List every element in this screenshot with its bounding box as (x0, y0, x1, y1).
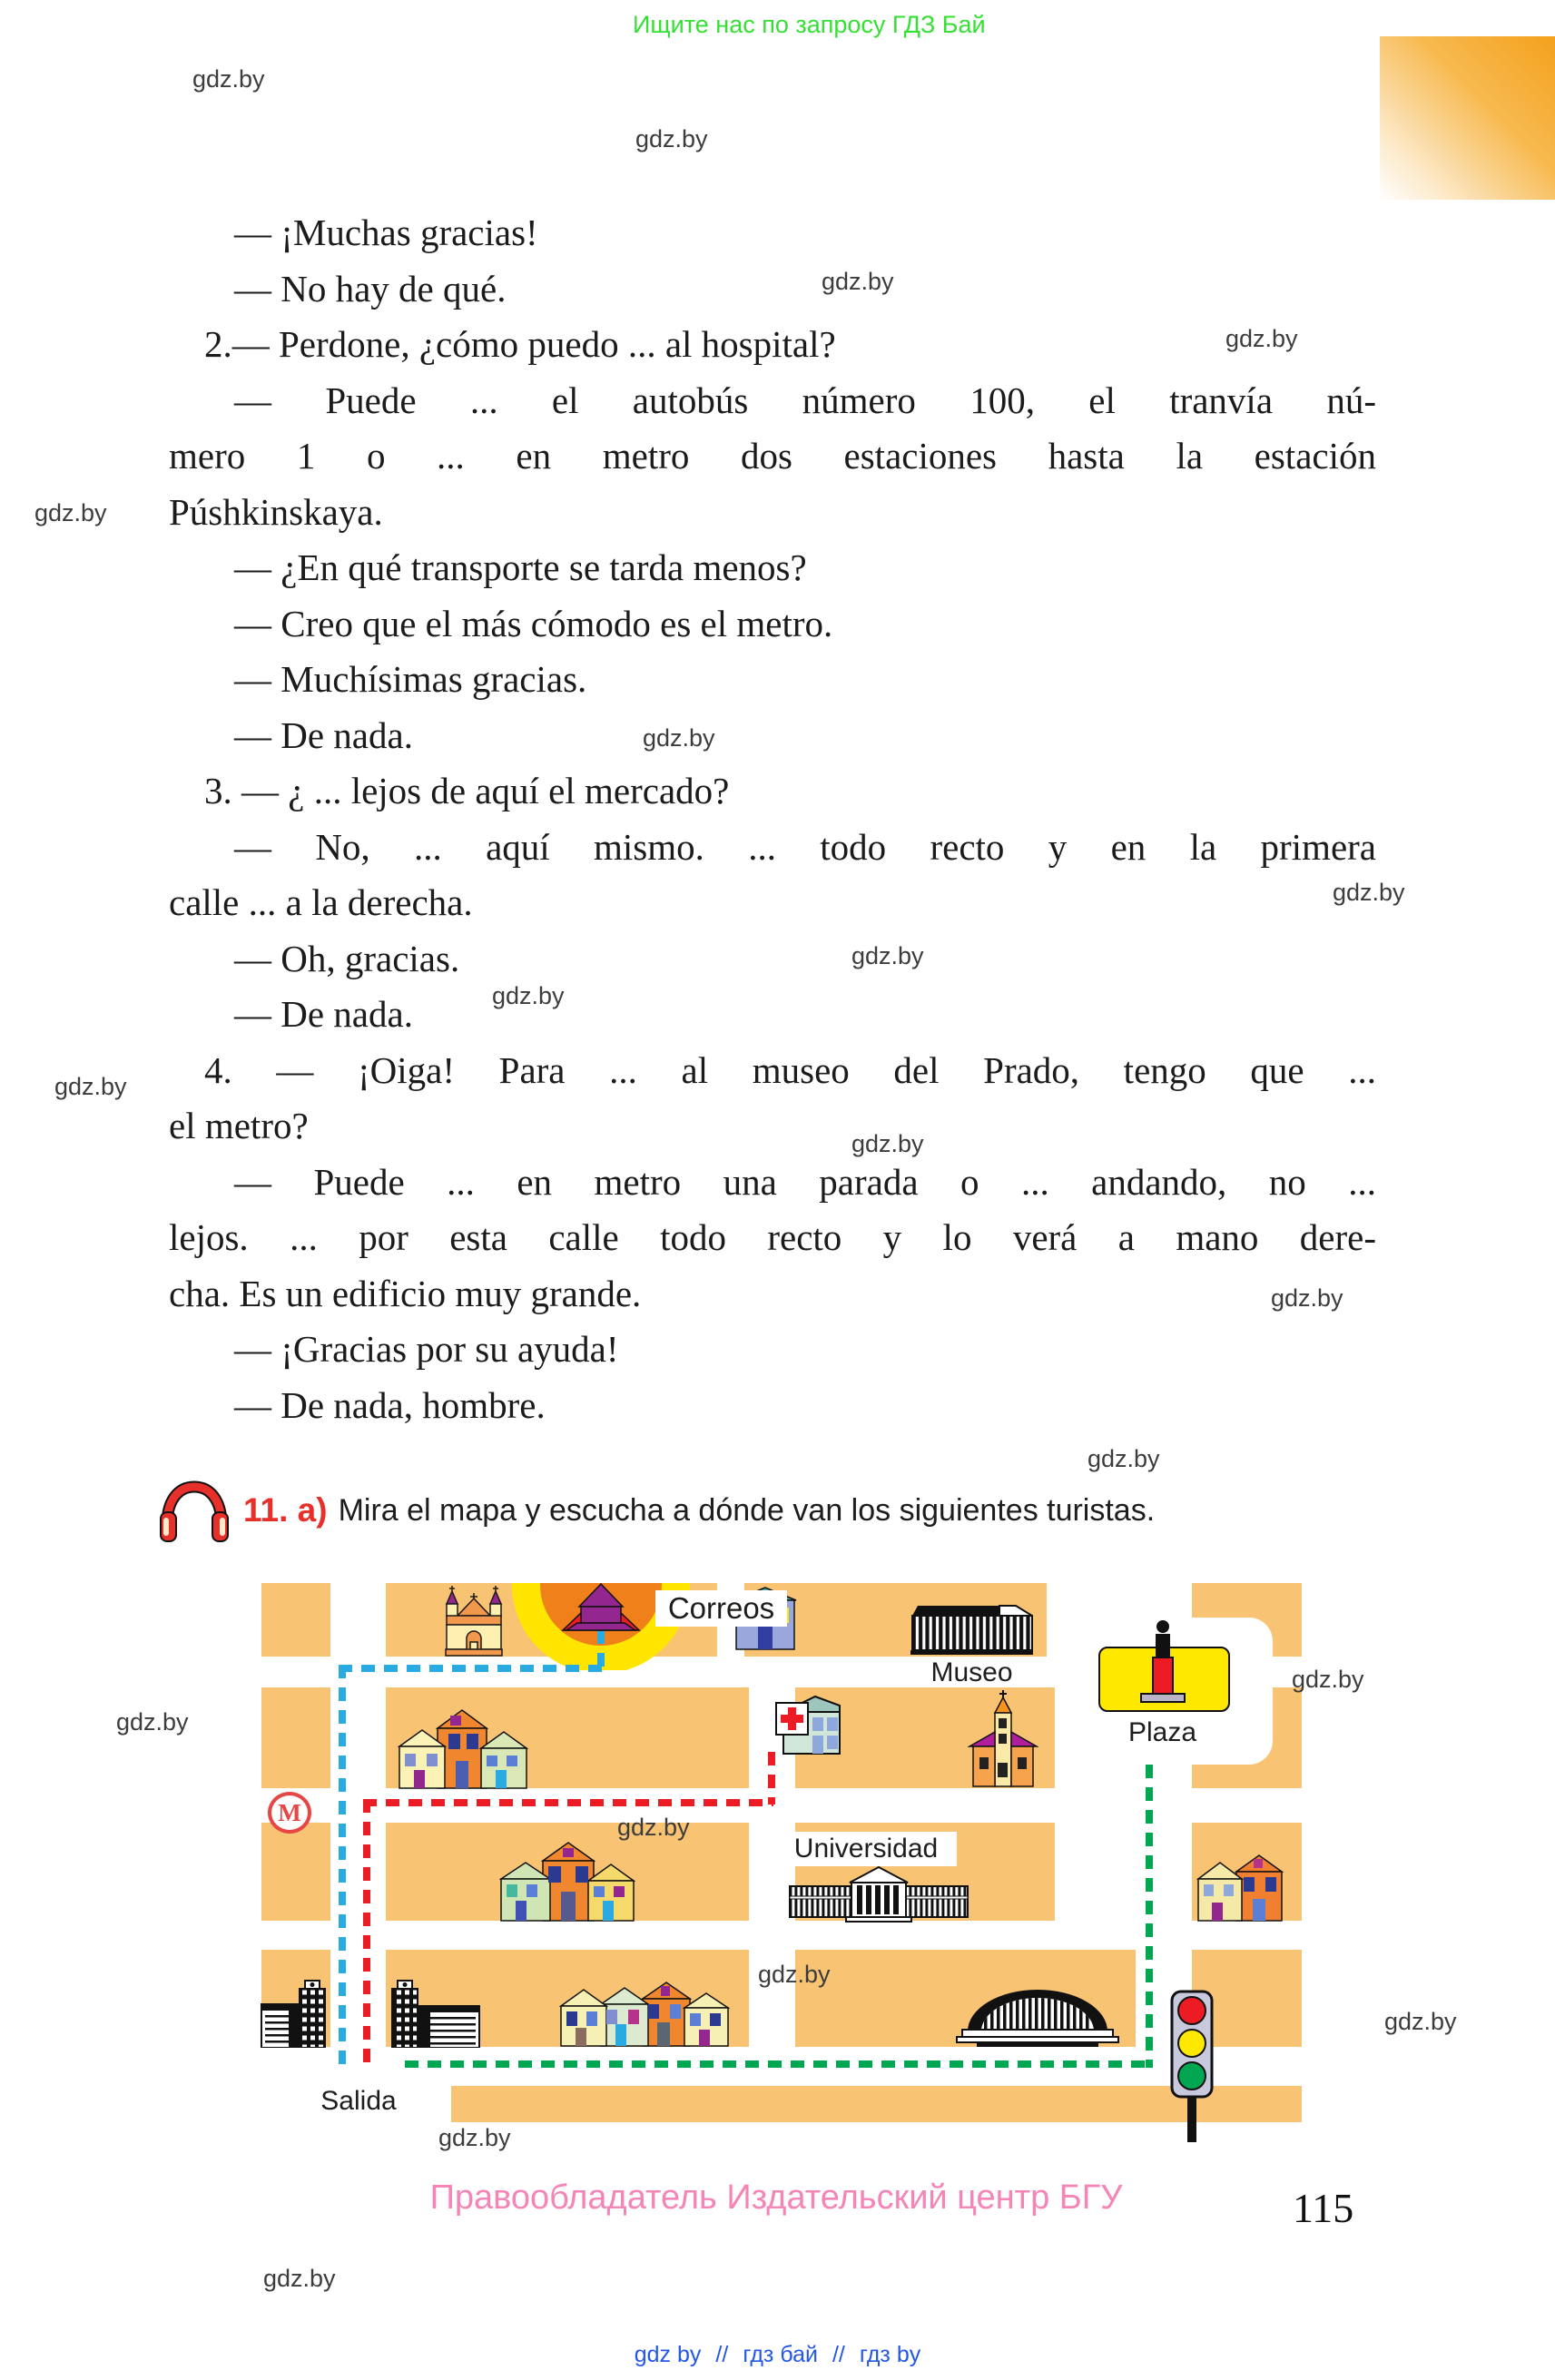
metro-icon: M (268, 1792, 311, 1834)
watermark: gdz.by (851, 1130, 924, 1157)
dialogue-line: Púshkinskaya. (169, 490, 383, 533)
footer-link-separator: // (832, 2342, 845, 2367)
watermark: gdz.by (1088, 1445, 1160, 1472)
dialogue-line: — ¡Muchas gracias! (234, 211, 538, 253)
route-green (405, 2060, 1151, 2068)
dialogue-line: — ¡Gracias por su ayuda! (234, 1328, 619, 1370)
route-blue (339, 1665, 346, 2071)
watermark: gdz.by (116, 1708, 189, 1736)
dialogue-text (169, 205, 1376, 1433)
dialogue-line: 4. — ¡Oiga! Para ... al museo del Prado, tengo que ... (204, 1048, 1376, 1091)
watermark: gdz.by (492, 982, 565, 1009)
dialogue-line: — De nada. (234, 993, 413, 1035)
watermark: gdz.by (617, 1814, 690, 1841)
university-icon (788, 1866, 969, 1923)
exercise-number: 11. a) (243, 1491, 328, 1529)
watermark: gdz.by (758, 1961, 831, 1988)
dialogue-line: — No hay de qué. (234, 267, 507, 310)
dialogue-line: — Puede ... el autobús número 100, el tranvía nú- (234, 379, 1376, 421)
watermark: gdz.by (1271, 1284, 1343, 1312)
church-icon (445, 1585, 503, 1657)
office-building-icon (387, 1979, 481, 2048)
watermark: gdz.by (1333, 879, 1405, 906)
footer-link[interactable]: гдз бай (743, 2342, 818, 2367)
stadium-icon (951, 1984, 1126, 2048)
dialogue-line: — De nada. (234, 713, 413, 756)
houses-icon (1196, 1852, 1287, 1923)
statue-icon (1134, 1618, 1192, 1710)
watermark: gdz.by (1225, 325, 1298, 352)
route-red (768, 1752, 775, 1805)
dialogue-line: — Oh, gracias. (234, 937, 460, 979)
watermark: gdz.by (192, 65, 265, 93)
museum-icon (910, 1603, 1033, 1656)
houses-icon (559, 1981, 741, 2048)
dialogue-line: 3. — ¿ ... lejos de aquí el mercado? (204, 770, 730, 811)
footer-links (0, 2342, 1555, 2368)
route-red (363, 1799, 370, 2071)
watermark: gdz.by (438, 2124, 511, 2151)
plaza-area (1056, 1618, 1273, 1765)
dialogue-line: calle ... a la derecha. (169, 881, 473, 923)
route-green (1146, 1765, 1153, 2068)
dialogue-line: 2.— Perdone, ¿cómo puedo ... al hospital? (204, 323, 836, 365)
map-label-universidad: Universidad (775, 1832, 957, 1866)
dialogue-line: — Puede ... en metro una parada o ... andando, no ... (234, 1160, 1376, 1203)
office-building-icon (260, 1979, 332, 2048)
headphones-icon (156, 1478, 232, 1543)
traffic-light-icon (1167, 1990, 1216, 2146)
watermark: gdz.by (263, 2265, 336, 2292)
route-red (363, 1799, 773, 1806)
map-block (261, 1687, 330, 1788)
copyright-text: Правообладатель Издательский центр БГУ (429, 2178, 1123, 2217)
map-label-salida: Salida (320, 2086, 397, 2116)
dialogue-line: el metro? (169, 1105, 309, 1146)
dialogue-line: — De nada, hombre. (234, 1383, 546, 1426)
watermark: gdz.by (822, 268, 894, 295)
hospital-icon (774, 1694, 849, 1755)
exercise-header (156, 1478, 1155, 1543)
city-map (200, 1581, 1302, 2180)
page-number: 115 (1293, 2185, 1354, 2231)
church2-icon (968, 1688, 1038, 1788)
watermark: gdz.by (643, 724, 715, 752)
houses-icon (499, 1839, 640, 1923)
watermark: gdz.by (54, 1073, 127, 1100)
dialogue-line: — Muchísimas gracias. (234, 658, 587, 700)
footer-link-separator: // (715, 2342, 729, 2367)
map-block (261, 1583, 330, 1657)
footer-link[interactable]: gdz by (634, 2342, 702, 2367)
watermark: gdz.by (34, 499, 107, 526)
corner-gradient-decoration (1380, 36, 1555, 200)
exercise-instruction: Mira el mapa y escucha a dónde van los siguientes turistas. (338, 1492, 1156, 1528)
dialogue-line: mero 1 o ... en metro dos estaciones hasta la estación (169, 435, 1376, 477)
dialogue-line: — Creo que el más cómodo es el metro. (234, 602, 833, 644)
dialogue-line: — No, ... aquí mismo. ... todo recto y en la primera (234, 825, 1376, 868)
route-blue (339, 1665, 602, 1672)
monument-icon (556, 1583, 646, 1635)
map-label-plaza: Plaza (1127, 1717, 1197, 1747)
watermark: gdz.by (1384, 2008, 1457, 2035)
watermark: gdz.by (635, 125, 708, 152)
dialogue-line: cha. Es un edificio muy grande. (169, 1272, 642, 1314)
watermark: gdz.by (1292, 1666, 1364, 1693)
map-block (261, 1823, 330, 1921)
map-label-museo: Museo (930, 1657, 1013, 1687)
promo-text: Ищите нас по запросу ГДЗ Бай (633, 11, 986, 38)
houses-icon (398, 1703, 529, 1790)
watermark: gdz.by (851, 942, 924, 969)
map-label-correos: Correos (655, 1590, 787, 1627)
dialogue-line: lejos. ... por esta calle todo recto y lo verá a mano dere- (169, 1216, 1376, 1258)
dialogue-line: — ¿En qué transporte se tarda menos? (234, 546, 807, 588)
footer-link[interactable]: гдз by (859, 2342, 921, 2367)
